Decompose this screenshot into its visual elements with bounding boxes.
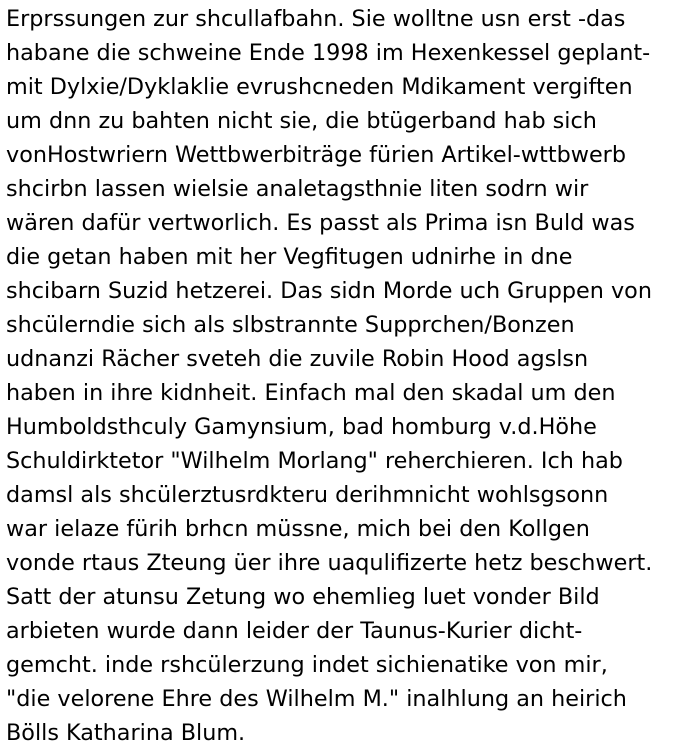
text-line-1: Erprssungen zur shcullafbahn. Sie wolltne usn erst -das	[6, 6, 626, 32]
text-line-8: die getan haben mit her Vegfitugen udnirhe in dne	[6, 244, 573, 270]
body-text	[6, 2, 682, 750]
text-line-10: shcülerndie sich als slbstrannte Supprchen/Bonzen	[6, 312, 575, 338]
text-line-21: "die velorene Ehre des Wilhelm M." inalhlung an heirich	[6, 686, 627, 712]
text-line-2: habane die schweine Ende 1998 im Hexenkessel geplant-	[6, 40, 651, 66]
text-line-7: wären dafür vertworlich. Es passt als Prima isn Buld was	[6, 210, 635, 236]
text-line-14: Schuldirktetor "Wilhelm Morlang" reherchieren. Ich hab	[6, 448, 623, 474]
text-line-22: Bölls Katharina Blum.	[6, 720, 246, 746]
text-line-12: haben in ihre kidnheit. Einfach mal den skadal um den	[6, 380, 616, 406]
text-line-13: Humboldsthculy Gamynsium, bad homburg v.d.Höhe	[6, 414, 597, 440]
text-line-4: um dnn zu bahten nicht sie, die btügerband hab sich	[6, 108, 597, 134]
text-line-17: vonde rtaus Zteung üer ihre uaqulifizerte hetz beschwert.	[6, 550, 653, 576]
text-line-15: damsl als shcülerztusrdkteru derihmnicht wohlsgsonn	[6, 482, 609, 508]
text-line-5: vonHostwriern Wettbwerbiträge fürien Artikel-wttbwerb	[6, 142, 627, 168]
text-line-11: udnanzi Rächer sveteh die zuvile Robin Hood agslsn	[6, 346, 589, 372]
text-line-20: gemcht. inde rshcülerzung indet sichienatike von mir,	[6, 652, 608, 678]
text-line-6: shcirbn lassen wielsie analetagsthnie liten sodrn wir	[6, 176, 589, 202]
text-line-9: shcibarn Suzid hetzerei. Das sidn Morde uch Gruppen von	[6, 278, 652, 304]
text-line-3: mit Dylxie/Dyklaklie evrushcneden Mdikament vergiften	[6, 74, 633, 100]
text-line-18: Satt der atunsu Zetung wo ehemlieg luet vonder Bild	[6, 584, 600, 610]
text-line-19: arbieten wurde dann leider der Taunus-Kurier dicht-	[6, 618, 583, 644]
text-line-16: war ielaze fürih brhcn müssne, mich bei den Kollgen	[6, 516, 590, 542]
